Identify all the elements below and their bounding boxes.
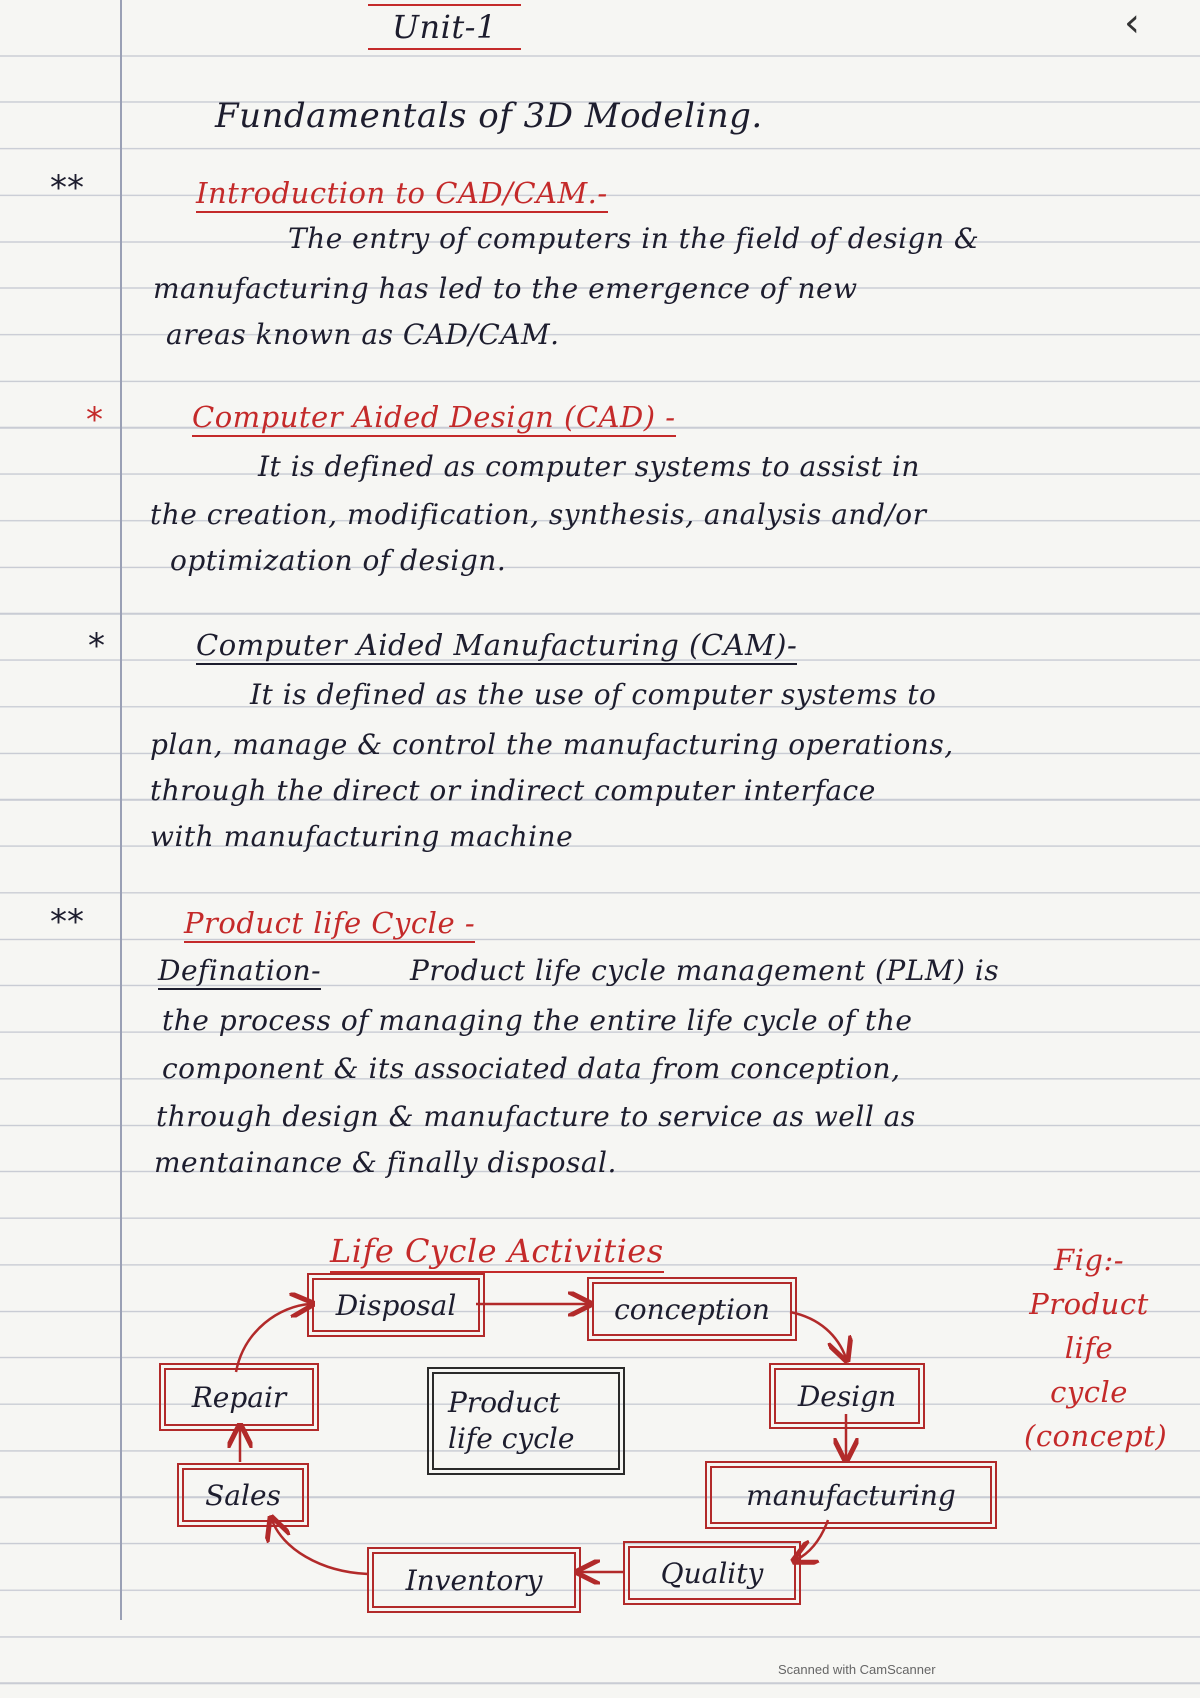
node-inventory: Inventory (372, 1552, 576, 1608)
definition-label-text: Defination- (158, 954, 321, 990)
importance-marker: ** (50, 168, 84, 208)
arrow-conception-to-design (790, 1312, 846, 1358)
plc-line-3: component & its associated data from conception, (162, 1052, 901, 1085)
diagram-title-text: Life Cycle Activities (330, 1232, 664, 1273)
arrow-inventory-to-sales (272, 1520, 368, 1574)
node-conception: conception (592, 1282, 792, 1336)
plc-line-2: the process of managing the entire life cycle of the (162, 1004, 913, 1037)
arrow-manufacturing-to-quality (796, 1520, 828, 1560)
intro-line-1: The entry of computers in the field of design & (288, 222, 980, 255)
importance-marker: * (86, 400, 103, 440)
cam-line-1: It is defined as the use of computer systems to (250, 678, 937, 711)
center-node-line: Product (448, 1385, 560, 1419)
figure-caption (1024, 1238, 1168, 1458)
caption-line: life (1064, 1331, 1114, 1365)
node-design: Design (774, 1368, 920, 1424)
heading-text: Introduction to CAD/CAM.- (196, 176, 608, 213)
intro-line-2: manufacturing has led to the emergence of new (153, 272, 858, 305)
cad-line-3: optimization of design. (170, 544, 507, 577)
plc-line-1: Product life cycle management (PLM) is (410, 954, 1000, 987)
heading-text: Computer Aided Manufacturing (CAM)- (196, 628, 797, 665)
plc-line-4: through design & manufacture to service as well as (156, 1100, 916, 1133)
node-quality: Quality (628, 1546, 796, 1600)
cam-line-2: plan, manage & control the manufacturing operations, (150, 728, 954, 761)
cam-line-3: through the direct or indirect computer interface (150, 774, 876, 807)
caption-line: cycle (1050, 1375, 1128, 1409)
heading-text: Product life Cycle - (184, 906, 475, 943)
unit-label: Unit-1 (392, 8, 497, 46)
cad-line-2: the creation, modification, synthesis, analysis and/or (150, 498, 927, 531)
node-manufacturing: manufacturing (710, 1466, 992, 1524)
caption-line: Product (1029, 1287, 1149, 1321)
intro-line-3: areas known as CAD/CAM. (166, 318, 560, 351)
caption-line: (concept) (1024, 1419, 1168, 1453)
node-sales: Sales (182, 1468, 304, 1522)
chevron-left-icon[interactable]: ‹ (1124, 0, 1140, 46)
page-title: Fundamentals of 3D Modeling. (215, 96, 763, 136)
center-node (432, 1372, 620, 1470)
plc-line-5: mentainance & finally disposal. (154, 1146, 617, 1179)
heading-text: Computer Aided Design (CAD) - (192, 400, 676, 437)
node-disposal: Disposal (312, 1278, 480, 1332)
arrow-repair-to-disposal (236, 1304, 310, 1372)
node-repair: Repair (164, 1368, 314, 1426)
importance-marker: * (88, 626, 105, 666)
center-node-line: life cycle (448, 1422, 575, 1455)
importance-marker: ** (50, 902, 84, 942)
cad-line-1: It is defined as computer systems to assist in (258, 450, 920, 483)
scanner-watermark: Scanned with CamScanner (778, 1662, 936, 1677)
cam-line-4: with manufacturing machine (150, 820, 574, 853)
caption-line: Fig:- (1053, 1243, 1125, 1277)
